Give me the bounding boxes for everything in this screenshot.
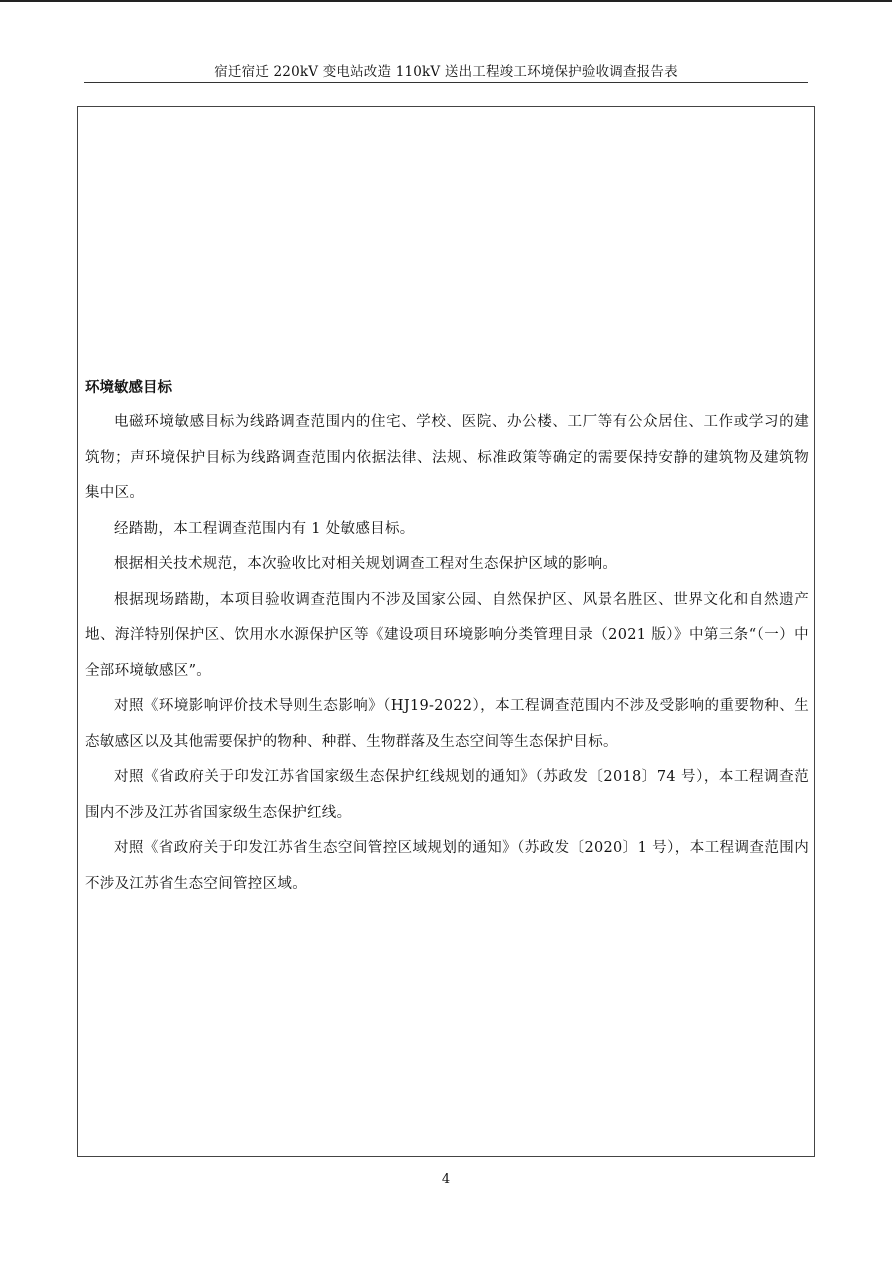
paragraph-technical-basis: 根据相关技术规范，本次验收比对相关规划调查工程对生态保护区域的影响。: [114, 556, 618, 572]
page-top-edge: [0, 0, 892, 2]
section-heading: 环境敏感目标: [85, 379, 172, 396]
paragraph-ecology-guideline: 对照《环境影响评价技术导则生态影响》（HJ19-2022），本工程调查范围内不涉及受影响的重要物种、生态敏感区以及其他需要保护的物种、种群、生物群落及生态空间等生态保护目标。: [85, 698, 809, 750]
paragraph-electromagnetic-targets: 电磁环境敏感目标为线路调查范围内的住宅、学校、医院、办公楼、工厂等有公众居住、工作或学习的建筑物；声环境保护目标为线路调查范围内依据法律、法规、标准政策等确定的需要保持安静的建筑物及建筑物集中区。: [85, 414, 809, 501]
section-content: [85, 377, 809, 902]
paragraph-survey-result: 经踏勘，本工程调查范围内有 1 处敏感目标。: [114, 520, 415, 537]
header-rule: [84, 82, 808, 83]
page-number: 4: [441, 1172, 451, 1187]
paragraph-spatial-control-plan: 对照《省政府关于印发江苏省生态空间管控区域规划的通知》（苏政发〔2020〕1 号），本工程调查范围内不涉及江苏省生态空间管控区域。: [85, 840, 809, 892]
paragraph-site-survey: 根据现场踏勘，本项目验收调查范围内不涉及国家公园、自然保护区、风景名胜区、世界文化和自然遗产地、海洋特别保护区、饮用水水源保护区等《建设项目环境影响分类管理目录（2021 版）》中第三条“（一）中全部环境敏感区”。: [85, 591, 809, 679]
paragraph-redline-plan: 对照《省政府关于印发江苏省国家级生态保护红线规划的通知》（苏政发〔2018〕74 号），本工程调查范围内不涉及江苏省国家级生态保护红线。: [85, 769, 809, 821]
document-header-title: 宿迁宿迁 220kV 变电站改造 110kV 送出工程竣工环境保护验收调查报告表: [214, 64, 678, 80]
